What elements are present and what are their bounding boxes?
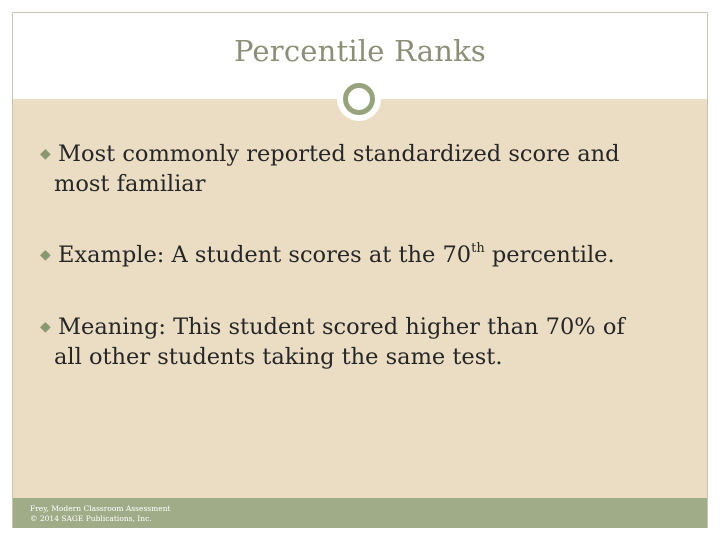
- footer-line-2: © 2014 SAGE Publications, Inc.: [30, 514, 152, 523]
- bullet-1-line-1: Most commonly reported standardized score and: [58, 141, 620, 167]
- bullet-2-text-end: percentile.: [484, 242, 615, 268]
- bullet-item-3: [40, 312, 690, 372]
- bullet-3-line-2: all other students taking the same test.: [54, 344, 503, 370]
- diamond-bullet-icon: ◆: [40, 319, 51, 335]
- bullet-item-2: [40, 240, 690, 270]
- bullet-2-text: Example: A student scores at the 70: [58, 242, 472, 268]
- footer-line-1: Frey, Modern Classroom Assessment: [30, 504, 171, 513]
- bullet-1-line-2: most familiar: [54, 171, 206, 197]
- bullet-item-1: [40, 139, 690, 199]
- diamond-bullet-icon: ◆: [40, 146, 51, 162]
- bullet-2-superscript: th: [471, 241, 485, 256]
- ring-ornament-icon: [343, 83, 375, 115]
- bullet-3-line-1: Meaning: This student scored higher than 70% of: [58, 314, 625, 340]
- footer-citation: [30, 504, 171, 524]
- diamond-bullet-icon: ◆: [40, 247, 51, 263]
- slide-title: Percentile Ranks: [233, 34, 487, 68]
